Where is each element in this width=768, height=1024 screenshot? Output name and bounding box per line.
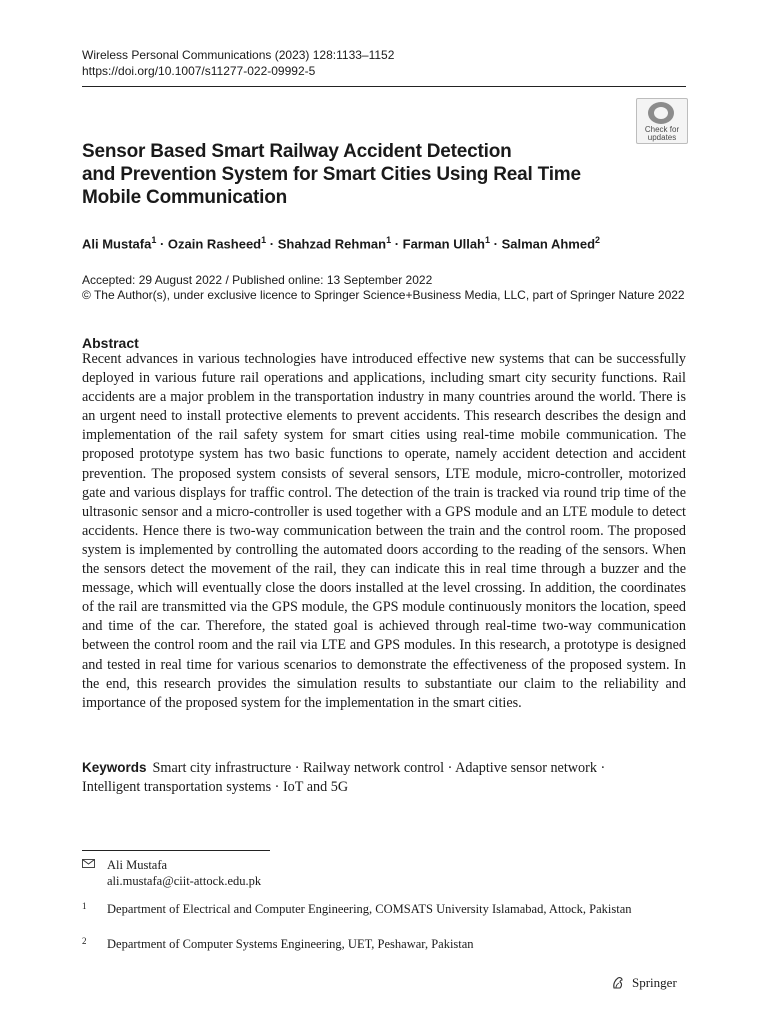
journal-header — [82, 47, 394, 79]
keywords-heading: Keywords — [82, 760, 147, 775]
publication-dates — [82, 273, 685, 303]
author-separator: · — [156, 236, 168, 252]
crossmark-icon — [648, 102, 674, 124]
badge-line-1: Check for — [644, 125, 680, 134]
contact-name: Ali Mustafa — [107, 858, 168, 872]
keywords-line-2: Intelligent transportation systems · IoT and 5G — [82, 779, 349, 795]
author-affiliation-mark: 1 — [485, 235, 491, 245]
abstract-body: Recent advances in various technologies have introduced effective new systems that can be successfully deployed in various future rail operations and applications, including smart city security functions. Rail accidents are a major problem in the transportation industry in many countries around the world. There is an urgent need to install protective elements to prevent accidents. This research describes the design and implementation of the rail safety system for smart cities using real-time mobile communication. The proposed prototype system has two basic functions to operate, namely accident detection and accident prevention. The proposed system consists of several sensors, LTE module, micro-controller, motorized gate and various displays for traffic control. The detection of the train is tracked via round trip time of the ultrasonic sensor and a micro-controller is used together with a GPS module and an LTE module to detect accidents. Hence there is two-way communication between the train and the control room. The proposed system is implemented by controlling the automated doors according to the reading of the sensors. When the sensors detect the movement of the rail, they can indicate this in real time through a buzzer and the message, which will eventually close the doors installed at the level crossing. In addition, the coordinates of the rail are transmitted via the GPS module, the GPS module continuously monitors the location, speed and time of the car. Therefore, the stated goal is achieved through real-time two-way communication between the control room and the rail via LTE and GPS modules. In this research, a prototype is designed and tested in real time for various scenarios to demonstrate the effectiveness of the proposed system. In the end, this research provides the simulation results to substantiate our claim to the reliability and importance of the proposed system for the implementation in the smart cities. — [82, 351, 686, 711]
publisher-name: Springer — [632, 975, 677, 990]
author-name[interactable]: Ali Mustafa — [82, 236, 152, 252]
author-affiliation-mark: 1 — [261, 235, 267, 245]
accepted-published: Accepted: 29 August 2022 / Published online: 13 September 2022 — [82, 273, 433, 287]
affiliation-number: 1 — [82, 901, 87, 911]
envelope-icon — [82, 859, 95, 868]
check-for-updates-badge[interactable] — [636, 98, 688, 144]
author-name[interactable]: Ozain Rasheed — [167, 236, 262, 252]
keywords-section — [82, 758, 686, 797]
affiliation — [82, 937, 686, 952]
title-line-1: Sensor Based Smart Railway Accident Detection — [82, 141, 512, 162]
article-title — [82, 140, 622, 209]
title-line-2: and Prevention System for Smart Cities Using Real Time — [82, 164, 581, 185]
keywords-line-1: Smart city infrastructure · Railway network control · Adaptive sensor network · — [152, 760, 606, 776]
affiliation-text: Department of Computer Systems Engineering, UET, Peshawar, Pakistan — [107, 937, 474, 951]
author-separator: · — [266, 236, 278, 252]
author-affiliation-mark: 1 — [386, 235, 392, 245]
author-name[interactable]: Farman Ullah — [402, 236, 485, 252]
copyright-notice: © The Author(s), under exclusive licence to Springer Science+Business Media, LLC, part of Springer Nature 2022 — [82, 288, 685, 302]
author-affiliation-mark: 1 — [151, 235, 157, 245]
title-line-3: Mobile Communication — [82, 187, 288, 208]
author-name[interactable]: Shahzad Rehman — [277, 236, 387, 252]
badge-line-2: updates — [647, 133, 677, 142]
author-name[interactable]: Salman Ahmed — [501, 236, 596, 252]
author-affiliation-mark: 2 — [595, 235, 601, 245]
affiliation-text: Department of Electrical and Computer Engineering, COMSATS University Islamabad, Attock, Pakistan — [107, 902, 632, 916]
affiliation-number: 2 — [82, 936, 87, 946]
author-list — [82, 231, 600, 253]
abstract-heading: Abstract — [82, 335, 139, 351]
affiliation — [82, 902, 686, 917]
header-rule — [82, 86, 686, 87]
author-separator: · — [391, 236, 403, 252]
author-separator: · — [490, 236, 502, 252]
footnote-rule — [82, 850, 270, 851]
journal-citation: Wireless Personal Communications (2023) 128:1133–1152 — [82, 48, 395, 62]
contact-email[interactable]: ali.mustafa@ciit-attock.edu.pk — [107, 874, 262, 888]
doi-link[interactable]: https://doi.org/10.1007/s11277-022-09992-5 — [82, 64, 316, 78]
springer-horse-icon — [610, 975, 626, 991]
